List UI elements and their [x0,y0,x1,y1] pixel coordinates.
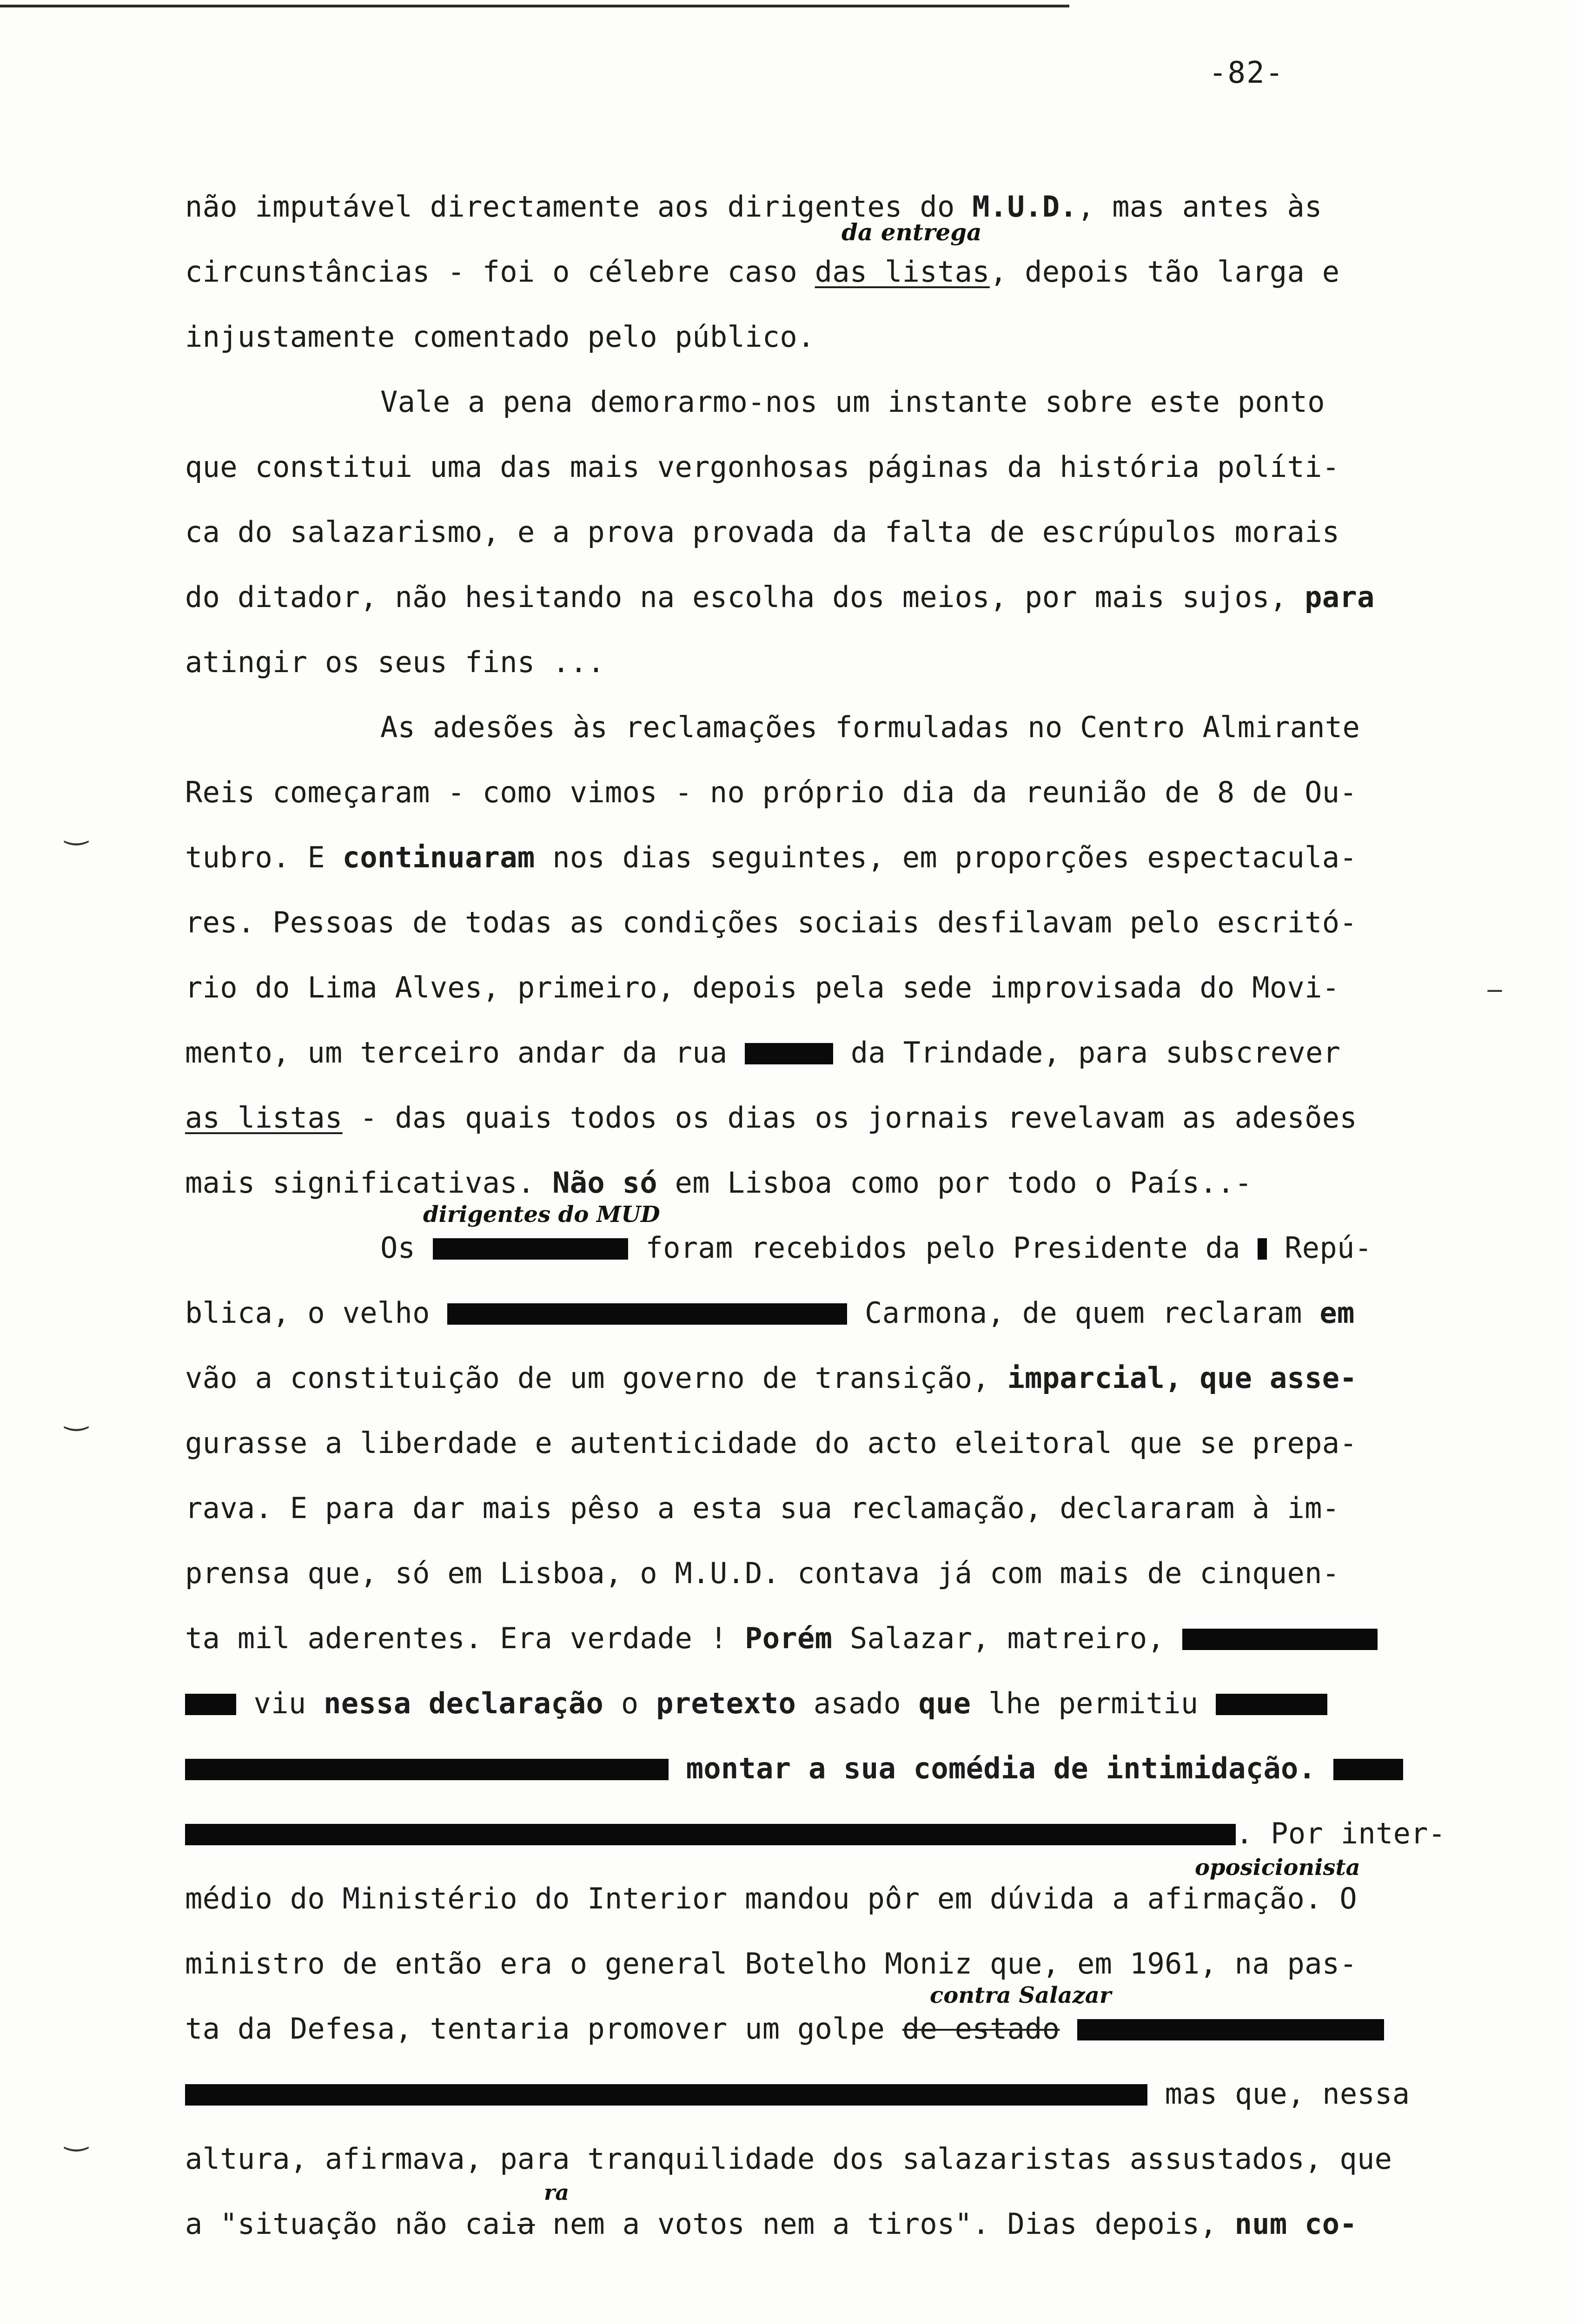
text-run: imparcial, que asse- [1007,1361,1358,1395]
text-run: nem a votos nem a tiros". Dias depois, [535,2207,1235,2241]
margin-tick-mark: ‿ [65,1399,88,1432]
text-line [185,1490,1339,1527]
text-run: montar a sua comédia de intimidação. [669,1751,1333,1785]
text-run: das listas [815,255,990,289]
text-run: nessa declaração [324,1686,604,1720]
text-run: blica, o velho [185,1296,448,1330]
text-run: tubro. E [185,840,343,874]
text-run: injustamente comentado pelo público. [185,320,815,354]
text-line [185,449,1339,486]
handwritten-note: ra [544,2180,570,2205]
handwritten-note: dirigentes do MUD [423,1202,660,1228]
text-line [185,1750,1403,1787]
text-line [380,383,1325,421]
page-number: -82- [1209,56,1285,90]
handwritten-note: oposicionista [1195,1855,1360,1881]
redaction-bar [1216,1694,1327,1715]
text-run: vão a constituição de um governo de transição, [185,1361,1007,1395]
text-run: ta mil aderentes. Era verdade ! [185,1621,745,1655]
text-run: prensa que, só em Lisboa, o M.U.D. contava já com mais de cinquen- [185,1556,1340,1590]
redaction-bar [185,1759,669,1780]
text-run: do ditador, não hesitando na escolha dos meios, por mais sujos, [185,580,1305,614]
text-run: - das quais todos os dias os jornais revelavam as adesões [342,1101,1358,1135]
text-run: da Trindade, para subscrever [833,1036,1341,1070]
text-run: nos dias seguintes, em proporções espectacula- [535,840,1358,874]
redaction-bar [1333,1759,1403,1780]
redaction-bar [433,1238,628,1260]
redaction-bar [1182,1629,1378,1650]
text-run: Os [380,1231,433,1265]
text-line [185,318,815,356]
top-border-rule [0,5,1069,7]
text-line [185,2205,1357,2243]
text-run: de estado [902,2012,1060,2046]
text-line [185,1294,1355,1332]
text-run: a "situação não cai [185,2207,517,2241]
text-line [185,1815,1446,1852]
text-run [1060,2012,1077,2046]
text-run: Salazar, matreiro, [832,1621,1182,1655]
text-run: Carmona, de quem reclaram [847,1296,1320,1330]
redaction-bar [1077,2019,1384,2040]
text-line [185,253,1339,290]
text-run: . Por inter- [1236,1816,1446,1850]
text-line [185,839,1357,876]
text-run: Vale a pena demorarmo-nos um instante sobre este ponto [380,385,1325,419]
text-run: viu [236,1686,324,1720]
text-run: Repú- [1267,1231,1372,1265]
text-run: foram recebidos pelo Presidente da [628,1231,1258,1265]
redaction-bar [185,2084,1147,2106]
text-line [185,1099,1357,1136]
text-run: Porém [745,1621,833,1655]
text-line [380,709,1360,746]
text-run: rio do Lima Alves, primeiro, depois pela sede improvisada do Movi- [185,971,1340,1004]
text-line [185,1880,1357,1917]
redaction-bar [745,1043,833,1064]
text-run: o [603,1686,656,1720]
text-line [185,1555,1339,1592]
text-line [185,1620,1378,1657]
text-run: as listas [185,1101,343,1135]
text-run: ca do salazarismo, e a prova provada da falta de escrúpulos morais [185,515,1340,549]
redaction-bar [185,1694,236,1715]
text-run: lhe permitiu [971,1686,1216,1720]
text-line [185,579,1375,616]
text-run: em Lisboa como por todo o País..- [657,1166,1252,1200]
text-run: ministro de então era o general Botelho Moniz que, em 1961, na pas- [185,1947,1358,1981]
redaction-bar [447,1303,847,1325]
text-run: em [1319,1296,1355,1330]
handwritten-note: contra Salazar [930,1982,1112,2008]
text-line [185,1945,1357,1982]
text-run: que constitui uma das mais vergonhosas páginas da história políti- [185,450,1340,484]
text-line [185,1164,1252,1202]
text-run: mas que, nessa [1147,2077,1410,2111]
redaction-bar [185,1824,1236,1845]
redaction-bar [1258,1238,1267,1260]
margin-tick-mark: ‿ [65,2119,88,2152]
text-run: rava. E para dar mais pêso a esta sua reclamação, declararam à im- [185,1491,1340,1525]
text-run: M.U.D. [972,190,1077,224]
text-line [185,188,1322,225]
text-line [185,1034,1340,1071]
text-line [185,1425,1357,1462]
text-run: pretexto [656,1686,796,1720]
text-run: gurasse a liberdade e autenticidade do acto eleitoral que se prepa- [185,1426,1358,1460]
text-run: altura, afirmava, para tranquilidade dos salazaristas assustados, que [185,2142,1392,2176]
margin-tick-mark: ‾ [1488,985,1502,1018]
text-line [185,774,1357,811]
text-line [185,1360,1357,1397]
margin-tick-mark: ‿ [65,813,88,846]
text-run: continuaram [342,840,535,874]
text-run: As adesões às reclamações formuladas no Centro Almirante [380,710,1360,744]
text-line [185,1685,1327,1722]
text-run: ta da Defesa, tentaria promover um golpe [185,2012,902,2046]
text-run: Reis começaram - como vimos - no próprio dia da reunião de 8 de Ou- [185,775,1358,809]
text-line [380,1229,1372,1267]
text-run: atingir os seus fins ... [185,645,605,679]
text-run: mento, um terceiro andar da rua [185,1036,745,1070]
text-run: não imputável directamente aos dirigentes do [185,190,973,224]
text-run: médio do Ministério do Interior mandou pôr em dúvida a afirmação. O [185,1882,1358,1915]
text-run: para [1305,580,1375,614]
text-run: , depois tão larga e [989,255,1340,289]
text-run: que [918,1686,971,1720]
text-run: num co- [1234,2207,1358,2241]
text-run: a [517,2207,535,2241]
text-line [185,644,605,681]
text-line [185,969,1339,1006]
text-line [185,514,1339,551]
text-line [185,2010,1384,2047]
text-line [185,904,1357,941]
text-line [185,2075,1410,2113]
text-run: res. Pessoas de todas as condições sociais desfilavam pelo escritó- [185,905,1358,939]
text-run: , mas antes às [1077,190,1322,224]
text-run: mais significativas. [185,1166,553,1200]
handwritten-note: da entrega [842,218,982,246]
text-line [185,2140,1392,2178]
text-run: asado [796,1686,919,1720]
text-run: Não só [552,1166,657,1200]
text-run: circunstâncias - foi o célebre caso [185,255,815,289]
